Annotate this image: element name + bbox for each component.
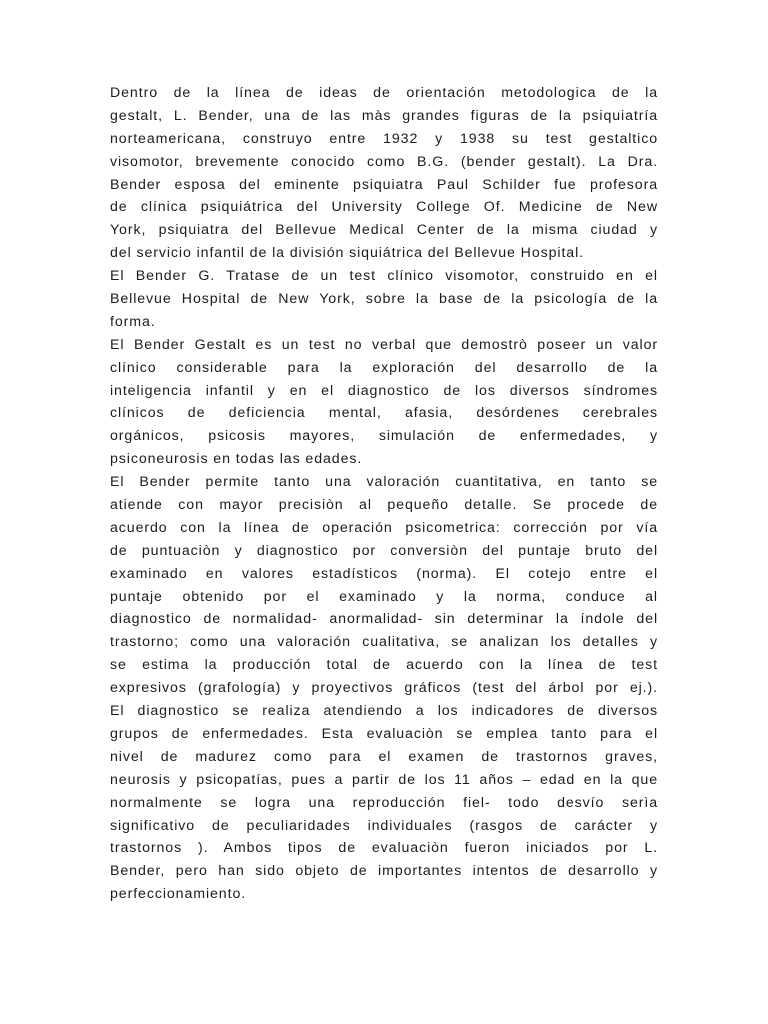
text-line: El Bender Gestalt es un test no verbal que demostrò poseer un valor bbox=[110, 336, 658, 353]
text-line: gestalt, L. Bender, una de las màs grandes figuras de la psiquiatría bbox=[110, 107, 658, 124]
text-line: puntaje obtenido por el examinado y la norma, conduce al bbox=[110, 588, 658, 605]
paragraph-4 bbox=[110, 471, 658, 906]
text-line: Dentro de la línea de ideas de orientación metodologica de la bbox=[110, 85, 658, 101]
text-line: forma. bbox=[110, 313, 156, 330]
text-line: El diagnostico se realiza atendiendo a los indicadores de diversos bbox=[110, 703, 658, 720]
text-line: Bender esposa del eminente psiquiatra Paul Schilder fue profesora bbox=[110, 176, 658, 193]
text-line: psiconeurosis en todas las edades. bbox=[110, 451, 363, 468]
text-line: significativo de peculiaridades individuales (rasgos de carácter y bbox=[110, 817, 658, 834]
text-line: El Bender permite tanto una valoración cuantitativa, en tanto se bbox=[110, 474, 658, 491]
text-line: Bellevue Hospital de New York, sobre la base de la psicología de la bbox=[110, 291, 658, 308]
text-line: El Bender G. Tratase de un test clínico visomotor, construido en el bbox=[110, 268, 658, 285]
text-line: normalmente se logra una reproducción fiel- todo desvío serìa bbox=[110, 794, 658, 811]
text-line: inteligencia infantil y en el diagnostico de los diversos síndromes bbox=[110, 382, 658, 399]
text-line: de puntuaciòn y diagnostico por conversiòn del puntaje bruto del bbox=[110, 542, 658, 559]
text-line: se estima la producción total de acuerdo con la línea de test bbox=[110, 657, 658, 674]
text-line: clínicos de deficiencia mental, afasia, desórdenes cerebrales bbox=[110, 405, 658, 422]
text-line: de clínica psiquiátrica del University College Of. Medicine de New bbox=[110, 199, 658, 216]
text-line: clínico considerable para la exploración del desarrollo de la bbox=[110, 359, 658, 376]
text-line: visomotor, brevemente conocido como B.G. (bender gestalt). La Dra. bbox=[110, 153, 658, 170]
paragraph-1 bbox=[110, 82, 658, 265]
text-line: atiende con mayor precisiòn al pequeño detalle. Se procede de bbox=[110, 497, 658, 514]
paragraph-2 bbox=[110, 265, 658, 334]
text-line: neurosis y psicopatías, pues a partir de los 11 años – edad en la que bbox=[110, 771, 658, 788]
text-line: York, psiquiatra del Bellevue Medical Center de la misma ciudad y bbox=[110, 222, 658, 239]
text-line: Bender, pero han sido objeto de importantes intentos de desarrollo y bbox=[110, 863, 658, 880]
text-line: expresivos (grafología) y proyectivos gráficos (test del árbol por ej.). bbox=[110, 680, 658, 697]
text-line: perfeccionamiento. bbox=[110, 886, 247, 903]
text-line: norteamericana, construyo entre 1932 y 1938 su test gestaltico bbox=[110, 130, 658, 147]
text-line: trastorno; como una valoración cualitativa, se analizan los detalles y bbox=[110, 634, 658, 651]
text-line: nivel de madurez como para el examen de trastornos graves, bbox=[110, 748, 658, 765]
text-line: orgánicos, psicosis mayores, simulación de enfermedades, y bbox=[110, 428, 658, 445]
text-line: grupos de enfermedades. Esta evaluaciòn se emplea tanto para el bbox=[110, 725, 658, 742]
text-line: examinado en valores estadísticos (norma). El cotejo entre el bbox=[110, 565, 658, 582]
paragraph-3 bbox=[110, 334, 658, 471]
text-line: trastornos ). Ambos tipos de evaluaciòn fueron iniciados por L. bbox=[110, 840, 658, 857]
body-text bbox=[110, 82, 658, 906]
text-line: acuerdo con la línea de operación psicometrica: corrección por vía bbox=[110, 519, 658, 536]
text-line: del servicio infantil de la división siquiátrica del Bellevue Hospital. bbox=[110, 245, 584, 262]
text-line: diagnostico de normalidad- anormalidad- sin determinar la índole del bbox=[110, 611, 658, 628]
